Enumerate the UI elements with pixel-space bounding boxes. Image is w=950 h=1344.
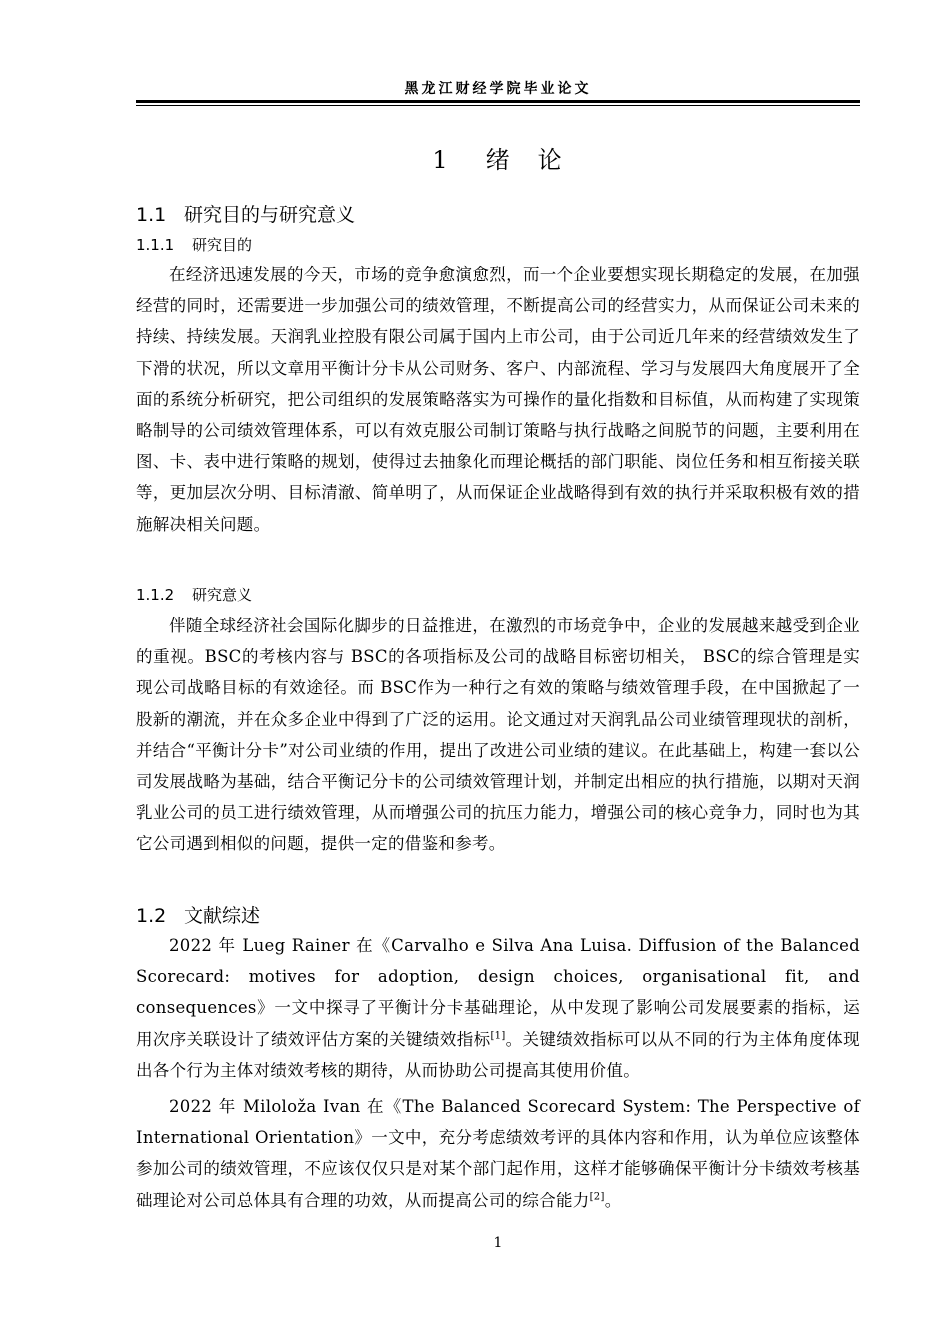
section-title: 研究目的与研究意义 — [184, 204, 356, 226]
subsection-number: 1.1.2 — [136, 586, 175, 604]
paragraph-purpose: 在经济迅速发展的今天，市场的竞争愈演愈烈，而一个企业要想实现长期稳定的发展，在加强经营的同时，还需要进一步加强公司的绩效管理，不断提高公司的经营实力，从而保证公司未来的持续、持续发展。天润乳业控股有限公司属于国内上市公司，由于公司近几年来的经营绩效发生了下滑的状况，所以文章用平衡计分卡从公司财务、客户、内部流程、学习与发展四大角度展开了全面的系统分析研究，把公司组织的发展策略落实为可操作的量化指数和目标值，从而构建了实现策略制导的公司绩效管理体系，可以有效克服公司制订策略与执行战略之间脱节的问题，主要利用在图、卡、表中进行策略的规划，使得过去抽象化而理论概括的部门职能、岗位任务和相互衔接关联等，更加层次分明、目标清澈、简单明了，从而保证企业战略得到有效的执行并采取积极有效的措施解决相关问题。 — [136, 265, 860, 534]
header-rule-thin — [136, 105, 860, 106]
review-1-tail: 。关键绩效指标可以从不同的行为主体角度体现出各个行为主体对绩效考核的期待，从而协助公司提高其使用价值。 — [136, 1029, 860, 1080]
paragraph-significance: 伴随全球经济社会国际化脚步的日益推进，在激烈的市场竞争中，企业的发展越来越受到企业的重视。BSC的考核内容与 BSC的各项指标及公司的战略目标密切相关， BSC的综合管理是实现公司战略目标的有效途径。而 BSC作为一种行之有效的策略与绩效管理手段，在中国掀起了一股新的潮流，并在众多企业中得到了广泛的运用。论文通过对天润乳品公司业绩管理现状的剖析，并结合“平衡计分卡”对公司业绩的作用，提出了改进公司业绩的建议。在此基础上，构建一套以公司发展战略为基础，结合平衡记分卡的公司绩效管理计划，并制定出相应的执行措施，以期对天润乳业公司的员工进行绩效管理，从而增强公司的抗压力能力，增强公司的核心竞争力，同时也为其它公司遇到相似的问题，提供一定的借鉴和参考。 — [136, 616, 860, 854]
page-number: 1 — [493, 1235, 503, 1251]
paragraph-review-1 — [136, 930, 860, 1086]
section-number: 1.1 — [136, 204, 167, 226]
paragraph-review-2 — [136, 1091, 860, 1216]
subsection-heading-1-1-2 — [136, 584, 252, 605]
chapter-name: 绪 论 — [485, 146, 564, 174]
section-title: 文献综述 — [184, 905, 261, 927]
citation-1[interactable]: [1] — [490, 1030, 506, 1042]
section-heading-1-2 — [136, 901, 260, 928]
review-1-text: 2022 年 Lueg Rainer 在《Carvalho e Silva Ana Luisa. Diffusion of the Balanced Scorecard: motives for adoption, design choices, organisational fit, and consequences》一文中探寻了平衡计分卡基础理论，从中发现了影响公司发展要素的指标，运用次序关联设计了绩效评估方案的关键绩效指标 — [136, 936, 860, 1049]
chapter-number: 1 — [432, 146, 450, 174]
chapter-title — [136, 140, 860, 175]
citation-2[interactable]: [2] — [589, 1191, 605, 1203]
subsection-title: 研究目的 — [192, 236, 253, 254]
subsection-number: 1.1.1 — [136, 236, 175, 254]
header-rule-thick — [136, 100, 860, 103]
review-2-tail: 。 — [604, 1190, 622, 1210]
subsection-title: 研究意义 — [192, 586, 253, 604]
review-2-text: 2022 年 Miloloža Ivan 在《The Balanced Scorecard System: The Perspective of International Orientation》一文中，充分考虑绩效考评的具体内容和作用，认为单位应该整体参加公司的绩效管理，不应该仅仅只是对某个部门起作用，这样才能够确保平衡计分卡绩效考核基础理论对公司总体具有合理的功效，从而提高公司的综合能力 — [136, 1097, 860, 1210]
section-heading-1-1 — [136, 200, 355, 227]
subsection-heading-1-1-1 — [136, 234, 252, 255]
section-number: 1.2 — [136, 905, 167, 927]
running-header: 黑龙江财经学院毕业论文 — [404, 81, 592, 97]
